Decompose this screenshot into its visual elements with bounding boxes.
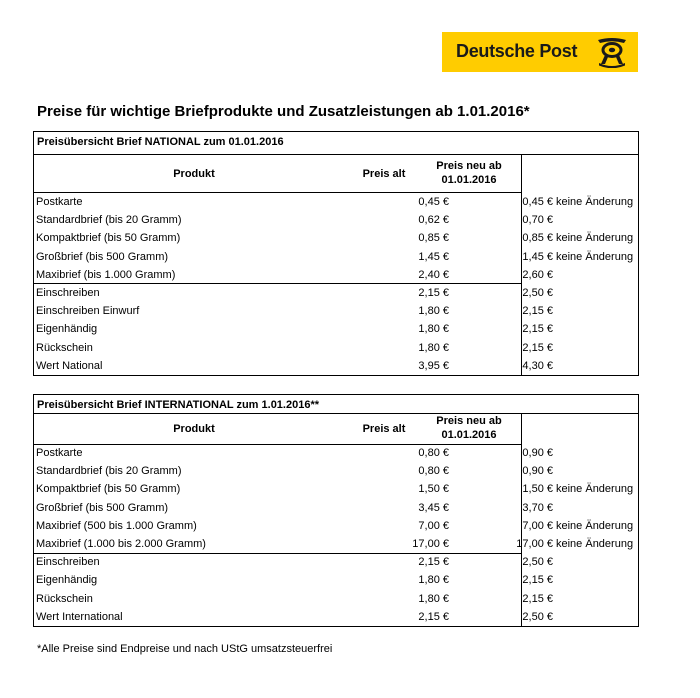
product-name: Kompaktbrief (bis 50 Gramm) (36, 483, 181, 496)
new-price: 3,70 € (522, 501, 553, 514)
new-price: 2,50 € (522, 610, 553, 623)
brand-logo (442, 32, 638, 72)
old-price: 2,15 € (418, 610, 449, 623)
old-price: 2,40 € (418, 268, 449, 281)
table-row (34, 339, 638, 357)
brand-name: Deutsche Post (456, 41, 578, 61)
new-price: 0,85 € (522, 232, 553, 245)
product-name: Großbrief (bis 500 Gramm) (36, 250, 169, 263)
new-price: 2,15 € (522, 574, 553, 587)
table-row (34, 320, 638, 338)
product-name: Maxibrief (bis 1.000 Gramm) (36, 268, 176, 281)
old-price: 2,15 € (418, 287, 449, 299)
column-header-old-price: Preis alt (362, 423, 406, 435)
old-price: 3,95 € (418, 359, 449, 372)
product-name: Rückschein (36, 592, 93, 605)
new-price: 0,45 € (522, 196, 553, 208)
table-row (34, 444, 638, 462)
table-row (34, 499, 638, 517)
table-row (34, 357, 638, 375)
old-price: 1,80 € (418, 592, 449, 605)
new-price: 17,00 € (516, 538, 553, 550)
product-name: Eigenhändig (36, 323, 98, 336)
new-price: 0,90 € (522, 447, 553, 459)
table-row (34, 517, 638, 535)
table-row (34, 229, 638, 247)
old-price: 1,80 € (418, 341, 449, 354)
old-price: 1,80 € (418, 323, 449, 336)
new-price: 2,50 € (522, 556, 553, 569)
table-row (34, 284, 638, 302)
table-row (34, 266, 638, 284)
new-price: 1,45 € (522, 250, 553, 263)
column-header-old-price: Preis alt (362, 168, 406, 180)
change-note: keine Änderung (556, 196, 634, 208)
old-price: 1,45 € (418, 250, 449, 263)
table-row (34, 571, 638, 589)
column-header-product: Produkt (173, 168, 215, 180)
product-name: Großbrief (bis 500 Gramm) (36, 501, 169, 514)
product-name: Maxibrief (1.000 bis 2.000 Gramm) (36, 538, 206, 550)
new-price: 2,50 € (522, 287, 553, 299)
change-note: keine Änderung (556, 538, 634, 550)
column-header-new-line2: 01.01.2016 (441, 174, 497, 186)
new-price: 2,15 € (522, 592, 553, 605)
product-name: Kompaktbrief (bis 50 Gramm) (36, 232, 181, 245)
product-name: Maxibrief (500 bis 1.000 Gramm) (36, 519, 197, 532)
footnote: *Alle Preise sind Endpreise und nach UStG umsatzsteuerfrei (37, 643, 333, 655)
table-row (34, 302, 638, 320)
product-name: Einschreiben (36, 556, 100, 569)
change-note: keine Änderung (556, 483, 634, 496)
product-name: Einschreiben Einwurf (36, 305, 140, 318)
column-header-new-line2: 01.01.2016 (441, 429, 497, 441)
page-title: Preise für wichtige Briefprodukte und Zusatzleistungen ab 1.01.2016* (37, 103, 530, 120)
new-price: 2,15 € (522, 305, 553, 318)
old-price: 1,50 € (418, 483, 449, 496)
product-name: Standardbrief (bis 20 Gramm) (36, 214, 182, 227)
new-price: 2,15 € (522, 323, 553, 336)
column-header-new-price (429, 159, 509, 187)
product-name: Standardbrief (bis 20 Gramm) (36, 465, 182, 478)
product-name: Postkarte (36, 447, 83, 459)
old-price: 0,62 € (418, 214, 449, 227)
product-name: Eigenhändig (36, 574, 98, 587)
old-price: 0,85 € (418, 232, 449, 245)
table-row (34, 248, 638, 266)
new-price: 0,90 € (522, 465, 553, 478)
change-note: keine Änderung (556, 250, 634, 263)
table-row (34, 535, 638, 553)
column-header-new-line1: Preis neu ab (436, 415, 502, 427)
product-name: Postkarte (36, 196, 83, 208)
old-price: 0,80 € (418, 447, 449, 459)
product-name: Wert International (36, 610, 123, 623)
national-price-table (33, 131, 639, 376)
table-title: Preisübersicht Brief INTERNATIONAL zum 1.01.2016** (37, 399, 320, 411)
column-header-product: Produkt (173, 423, 215, 435)
table-row (34, 211, 638, 229)
post-horn-icon (595, 36, 629, 68)
old-price: 0,80 € (418, 465, 449, 478)
new-price: 2,60 € (522, 268, 553, 281)
table-row (34, 608, 638, 626)
table-row (34, 553, 638, 571)
table-row (34, 462, 638, 480)
old-price: 1,80 € (418, 305, 449, 318)
product-name: Rückschein (36, 341, 93, 354)
column-header-new-line1: Preis neu ab (436, 160, 502, 172)
change-note: keine Änderung (556, 519, 634, 532)
table-title: Preisübersicht Brief NATIONAL zum 01.01.2016 (37, 136, 284, 148)
new-price: 4,30 € (522, 359, 553, 372)
international-price-table (33, 394, 639, 627)
old-price: 0,45 € (418, 196, 449, 208)
new-price: 7,00 € (522, 519, 553, 532)
table-row (34, 193, 638, 211)
new-price: 2,15 € (522, 341, 553, 354)
new-price: 0,70 € (522, 214, 553, 227)
old-price: 1,80 € (418, 574, 449, 587)
product-name: Wert National (36, 359, 103, 372)
new-price: 1,50 € (522, 483, 553, 496)
old-price: 2,15 € (418, 556, 449, 569)
column-header-new-price (429, 414, 509, 442)
old-price: 3,45 € (418, 501, 449, 514)
old-price: 7,00 € (418, 519, 449, 532)
product-name: Einschreiben (36, 287, 100, 299)
table-row (34, 480, 638, 498)
table-row (34, 590, 638, 608)
change-note: keine Änderung (556, 232, 634, 245)
old-price: 17,00 € (412, 538, 449, 550)
